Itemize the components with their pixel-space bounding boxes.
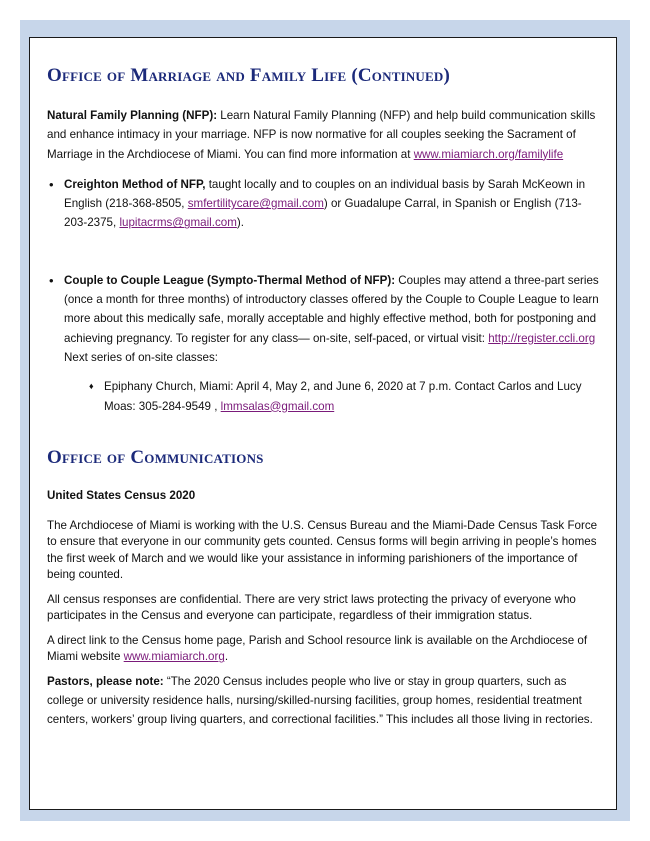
couple-league-text: Couples may attend a three-part series (once a month for three months) of introductory classes offered by the Couple to Couple League to learn more about this medically safe, morally acceptable and highly effective method, both for postponing and achieving pregnancy. To register for any class— on-site, self-paced, or virtual visit:: [64, 273, 599, 345]
nfp-methods-list: [47, 175, 603, 416]
page-content: [47, 65, 603, 729]
nfp-paragraph: [47, 106, 603, 164]
smfertilitycare-email-link[interactable]: smfertilitycare@gmail.com: [187, 197, 324, 211]
familylife-link[interactable]: www.miamiarch.org/familylife: [413, 147, 564, 161]
census-p3-text: A direct link to the Census home page, Parish and School resource link is available on the Archdiocese of Miami website: [47, 633, 588, 664]
bulletin-page: [29, 37, 617, 810]
couple-league-text-after: Next series of on-site classes:: [64, 350, 218, 364]
census-paragraph-3: [47, 633, 603, 666]
onsite-classes-list: [64, 377, 603, 416]
communications-office-heading: Office of Communications: [47, 446, 264, 468]
pastors-note-text: “The 2020 Census includes people who live or stay in group quarters, such as college or university residence halls, nursing/skilled-nursing facilities, group homes, residential treatment centers, workers’ group living quarters, and correctional facilities.” This includes all those living in rectories.: [47, 674, 593, 726]
census-section: [47, 518, 603, 729]
creighton-text-1: taught locally and to couples on an individual basis by Sarah McKeown in English (218-368-8505,: [64, 177, 586, 211]
epiphany-class-item: [64, 377, 603, 416]
census-paragraph-2: All census responses are confidential. There are very strict laws protecting the privacy of everyone who participates in the Census and everyone can participate, regardless of their immigration status.: [47, 592, 576, 623]
census-paragraph-1: The Archdiocese of Miami is working with the U.S. Census Bureau and the Miami-Dade Census Task Force to ensure that everyone in our community gets counted. Census forms will begin arriving in people’s homes the first week of March and we would like your assistance in informing parishioners of the importance of being counted.: [47, 518, 598, 582]
census-p3-end: .: [224, 650, 229, 664]
lupitacrms-email-link[interactable]: lupitacrms@gmail.com: [119, 216, 237, 230]
couple-league-item: [47, 271, 603, 416]
miamiarch-link[interactable]: www.miamiarch.org: [123, 650, 225, 664]
creighton-item: [47, 175, 603, 233]
creighton-text-2: ) or Guadalupe Carral, in Spanish or English (713-203-2375,: [64, 197, 582, 230]
creighton-lead: Creighton Method of NFP,: [64, 177, 206, 191]
pastors-note-paragraph: [47, 672, 603, 729]
nfp-text: Learn Natural Family Planning (NFP) and help build communication skills and enhance intimacy in your marriage. NFP is now normative for all couples seeking the Sacrament of Marriage in the Archdiocese of Miami. You can find more information at: [47, 109, 596, 161]
pastors-note-lead: Pastors, please note:: [47, 674, 164, 688]
nfp-lead: Natural Family Planning (NFP):: [47, 109, 218, 122]
lmmsalas-email-link[interactable]: lmmsalas@gmail.com: [220, 399, 335, 413]
epiphany-text: Epiphany Church, Miami: April 4, May 2, and June 6, 2020 at 7 p.m. Contact Carlos and Lucy Moas: 305-284-9549 ,: [104, 380, 582, 413]
census-subheading: United States Census 2020: [47, 488, 196, 502]
register-ccli-link[interactable]: http://register.ccli.org: [488, 331, 596, 345]
couple-league-lead: Couple to Couple League (Sympto-Thermal Method of NFP):: [64, 273, 396, 287]
marriage-office-heading: Office of Marriage and Family Life (Continued): [47, 65, 450, 86]
creighton-text-3: ).: [236, 216, 244, 230]
